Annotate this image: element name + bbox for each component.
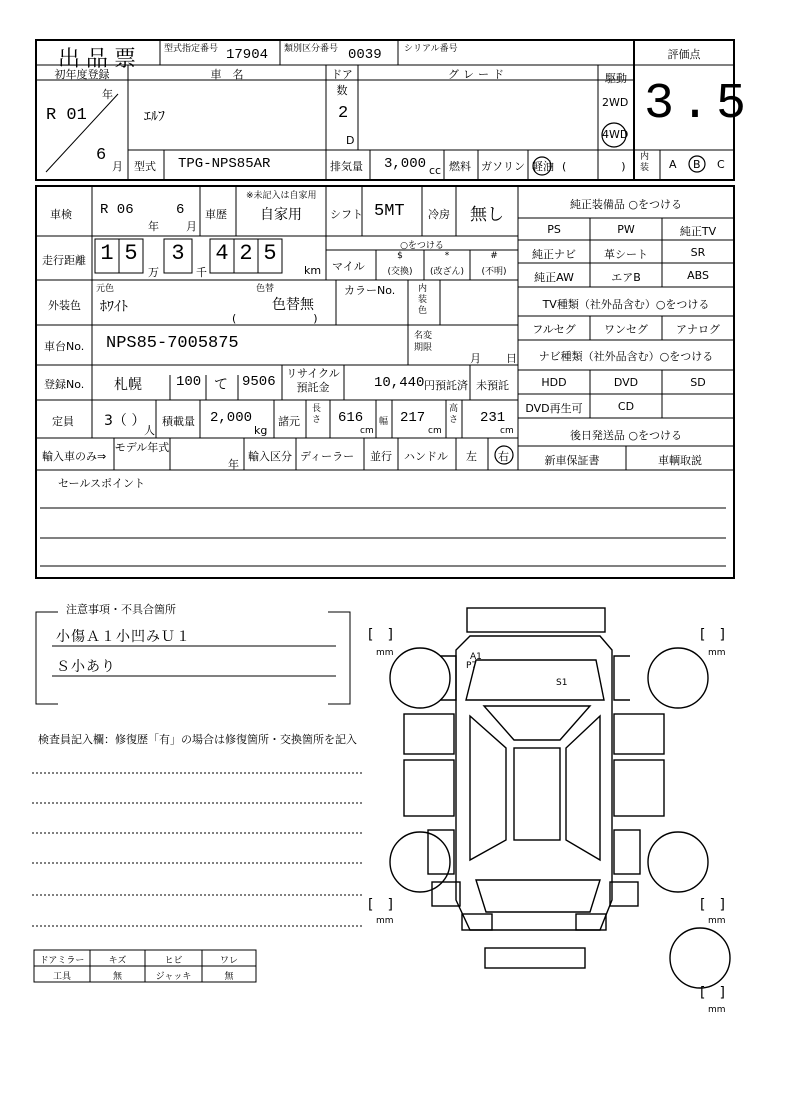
first-reg-month: 6 <box>96 146 107 165</box>
length-unit: cm <box>360 426 374 436</box>
history-note: ※未記入は自家用 <box>246 191 317 201</box>
jack-value: 無 <box>224 972 234 982</box>
width-label: 幅 <box>379 417 389 427</box>
name-change-deadline-label: 名変期限 <box>414 331 433 353</box>
equip-aw: 純正AW <box>534 271 574 284</box>
shaken-month-suffix: 月 <box>186 220 197 233</box>
mileage-digit: 4 <box>215 241 229 266</box>
size-label: 諸元 <box>278 415 300 428</box>
color-paren: ( ) <box>232 312 318 325</box>
fuel-other: ( ) <box>562 160 626 173</box>
color-orig-label: 元色 <box>96 284 115 294</box>
reg-kana: て <box>214 377 228 393</box>
first-reg-year-suffix: 年 <box>102 88 113 101</box>
recycle-unpaid: 未預託 <box>476 379 509 392</box>
recycle-value: 10,440 <box>374 375 425 391</box>
capacity-label: 定員 <box>52 415 74 428</box>
mileage-mile: マイル <box>332 260 365 273</box>
shaken-label: 車検 <box>50 208 72 221</box>
crack-label: ヒビ <box>164 956 183 966</box>
navi-sd: SD <box>690 376 706 389</box>
tv-analog: アナログ <box>676 323 720 336</box>
damage-mark-a1: A1 <box>470 652 482 662</box>
car-diagram <box>390 608 730 988</box>
equip-abs: ABS <box>687 269 709 282</box>
deadline-month: 月 <box>470 352 481 365</box>
tire-mm-spare: mm <box>708 1005 726 1015</box>
damage-mark-p7: P7 <box>466 661 478 671</box>
later-warranty: 新車保証書 <box>544 454 600 467</box>
mileage-digit: 5 <box>263 241 277 266</box>
fuel-diesel: 軽油 <box>532 160 554 173</box>
serial-label: シリアル番号 <box>404 44 458 54</box>
car-name-label: 車 名 <box>210 68 244 81</box>
tire-mm-rr: mm <box>708 916 726 926</box>
handle-label: ハンドル <box>404 450 448 463</box>
tire-bracket-spare: [ ] <box>700 985 725 1001</box>
color-repaint-value: 色替無 <box>272 297 314 313</box>
color-repaint-label: 色替 <box>256 284 275 294</box>
equip-sr: SR <box>690 246 706 259</box>
notes-title: 注意事項・不具合箇所 <box>62 601 180 617</box>
reg-region: 札幌 <box>114 377 142 393</box>
mileage-opt1: (交換) <box>387 267 413 277</box>
length-value: 616 <box>338 410 364 426</box>
interior-a: A <box>669 158 677 171</box>
mileage-circle-note: ○をつける <box>400 241 444 251</box>
mileage-opt3: (不明) <box>481 267 507 277</box>
equip-tv: 純正TV <box>679 225 717 238</box>
tv-fullseg: フルセグ <box>532 323 576 336</box>
chassis-label: 車台No. <box>44 340 85 353</box>
navi-dvd: DVD <box>613 376 639 389</box>
navi-cd: CD <box>617 400 635 413</box>
load-label: 積載量 <box>162 415 195 428</box>
equipment-title: 純正装備品 ○をつける <box>569 198 683 211</box>
tv-oneseg: ワンセグ <box>604 323 648 336</box>
doors-suffix: D <box>346 134 355 147</box>
import-dealer: ディーラー <box>300 450 355 463</box>
tire-bracket-rl: [ ] <box>368 897 393 913</box>
first-reg-label: 初年度登録 <box>54 68 110 81</box>
recycle-status: 円預託済 <box>424 379 468 392</box>
mileage-man: 万 <box>148 266 159 279</box>
mileage-digit: 2 <box>239 241 253 266</box>
fuel-gasoline: ガソリン <box>481 160 525 173</box>
tire-mm-fl: mm <box>376 648 394 658</box>
doors-value: 2 <box>338 104 349 123</box>
shaken-month: 6 <box>176 202 185 218</box>
height-value: 231 <box>480 410 506 426</box>
type-value: TPG-NPS85AR <box>178 156 271 172</box>
import-type-label: 輸入区分 <box>248 450 292 463</box>
handle-right: 右 <box>498 450 509 463</box>
load-unit: kg <box>254 424 268 437</box>
capacity-value: 3（ ） <box>104 413 146 429</box>
mileage-opt1-sym: $ <box>397 251 403 261</box>
width-value: 217 <box>400 410 426 426</box>
form-title: 出品票 <box>58 47 143 72</box>
mileage-opt2-sym: * <box>444 251 450 261</box>
height-label: 高さ <box>449 404 459 425</box>
doors-label: ドア数 <box>331 68 353 97</box>
reg-number: 9506 <box>242 374 276 390</box>
mileage-digit: 3 <box>171 241 185 266</box>
shift-value: 5MT <box>374 202 405 221</box>
ac-value: 無し <box>470 205 504 225</box>
model-no-value: 17904 <box>226 47 269 63</box>
import-label: 輸入車のみ⇒ <box>42 450 107 463</box>
model-year-suffix: 年 <box>228 458 239 471</box>
equip-leather: 革シート <box>604 248 648 261</box>
equip-navi: 純正ナビ <box>532 248 576 261</box>
deadline-day: 日 <box>506 352 517 365</box>
inspector-label: 検査員記入欄：修復歴「有」の場合は修復箇所・交換箇所を記入 <box>38 733 357 746</box>
displacement-label: 排気量 <box>330 160 363 173</box>
drive-label: 駆動 <box>605 72 627 85</box>
color-orig-value: ﾎﾜｲﾄ <box>100 299 128 315</box>
tire-mm-fr: mm <box>708 648 726 658</box>
fuel-label: 燃料 <box>449 160 471 173</box>
drive-2wd: 2WD <box>602 96 629 109</box>
tire-bracket-fr: [ ] <box>700 627 725 643</box>
equip-airbag: エアB <box>611 271 641 284</box>
interior-label: 内装 <box>640 152 650 173</box>
drive-4wd: 4WD <box>602 128 629 141</box>
navi-hdd: HDD <box>541 376 567 389</box>
import-parallel: 並行 <box>370 450 392 463</box>
capacity-unit: 人 <box>144 424 155 437</box>
height-unit: cm <box>500 426 514 436</box>
grade-label: グレード <box>448 68 508 81</box>
displacement-value: 3,000 <box>384 156 427 172</box>
reg-label: 登録No. <box>44 378 85 391</box>
history-value: 自家用 <box>260 207 302 223</box>
recycle-label: リサイクル預託金 <box>286 367 340 394</box>
mileage-opt3-sym: # <box>490 251 498 261</box>
type-label: 型式 <box>134 160 156 173</box>
length-label: 長さ <box>312 404 322 425</box>
jack-label: ジャッキ <box>155 972 192 982</box>
score-value: 3.5 <box>644 76 753 133</box>
mileage-unit: km <box>304 264 322 277</box>
later-title: 後日発送品 ○をつける <box>569 429 683 442</box>
history-label: 車歴 <box>205 208 227 221</box>
tire-bracket-fl: [ ] <box>368 627 393 643</box>
later-manual: 車輌取説 <box>658 454 702 467</box>
scratch-label: キズ <box>108 956 127 966</box>
class-no-value: 0039 <box>348 47 382 63</box>
chassis-value: NPS85-7005875 <box>106 334 239 353</box>
tools-value: 無 <box>112 972 122 982</box>
break-label: ワレ <box>219 956 238 966</box>
tire-mm-rl: mm <box>376 916 394 926</box>
ac-label: 冷房 <box>428 208 450 221</box>
shift-label: シフト <box>330 208 363 221</box>
door-mirror-label: ドアミラー <box>39 956 85 966</box>
class-no-label: 類別区分番号 <box>284 44 339 54</box>
model-year-label: モデル年式 <box>114 441 170 454</box>
handle-left: 左 <box>466 450 477 463</box>
shaken-year-suffix: 年 <box>148 220 159 233</box>
navi-dvd-play: DVD再生可 <box>525 402 583 415</box>
tools-label: 工具 <box>52 972 71 982</box>
interior-b: B <box>693 158 701 171</box>
first-reg-year: R 01 <box>46 106 87 125</box>
mileage-digit: 5 <box>124 241 138 266</box>
color-no-label: カラーNo. <box>344 284 396 297</box>
first-reg-month-suffix: 月 <box>112 160 123 173</box>
equip-ps: PS <box>547 223 561 236</box>
tv-title: TV種類（社外品含む）○をつける <box>542 298 710 311</box>
equip-pw: PW <box>617 223 635 236</box>
displacement-unit: cc <box>429 164 442 177</box>
model-no-label: 型式指定番号 <box>164 44 219 54</box>
mileage-label: 走行距離 <box>42 254 86 267</box>
shaken-year: R 06 <box>100 202 134 218</box>
navi-title: ナビ種類（社外品含む）○をつける <box>538 350 714 363</box>
width-unit: cm <box>428 426 442 436</box>
interior-color-label: 内装色 <box>418 284 428 316</box>
reg-class: 100 <box>176 374 202 390</box>
notes-line-2: Ｓ小あり <box>56 659 116 675</box>
mileage-opt2: (改ざん) <box>429 267 465 277</box>
mileage-digit: 1 <box>100 241 114 266</box>
load-value: 2,000 <box>210 410 253 426</box>
interior-c: C <box>717 158 725 171</box>
score-label: 評価点 <box>667 48 701 61</box>
car-name-value: ｴﾙﾌ <box>144 109 165 125</box>
sales-point-label: セールスポイント <box>58 477 146 490</box>
color-label: 外装色 <box>48 299 81 312</box>
tire-bracket-rr: [ ] <box>700 897 725 913</box>
mileage-sen: 千 <box>196 266 207 279</box>
damage-mark-s1: S1 <box>556 678 568 688</box>
notes-line-1: 小傷Ａ１小凹みＵ１ <box>56 629 191 645</box>
